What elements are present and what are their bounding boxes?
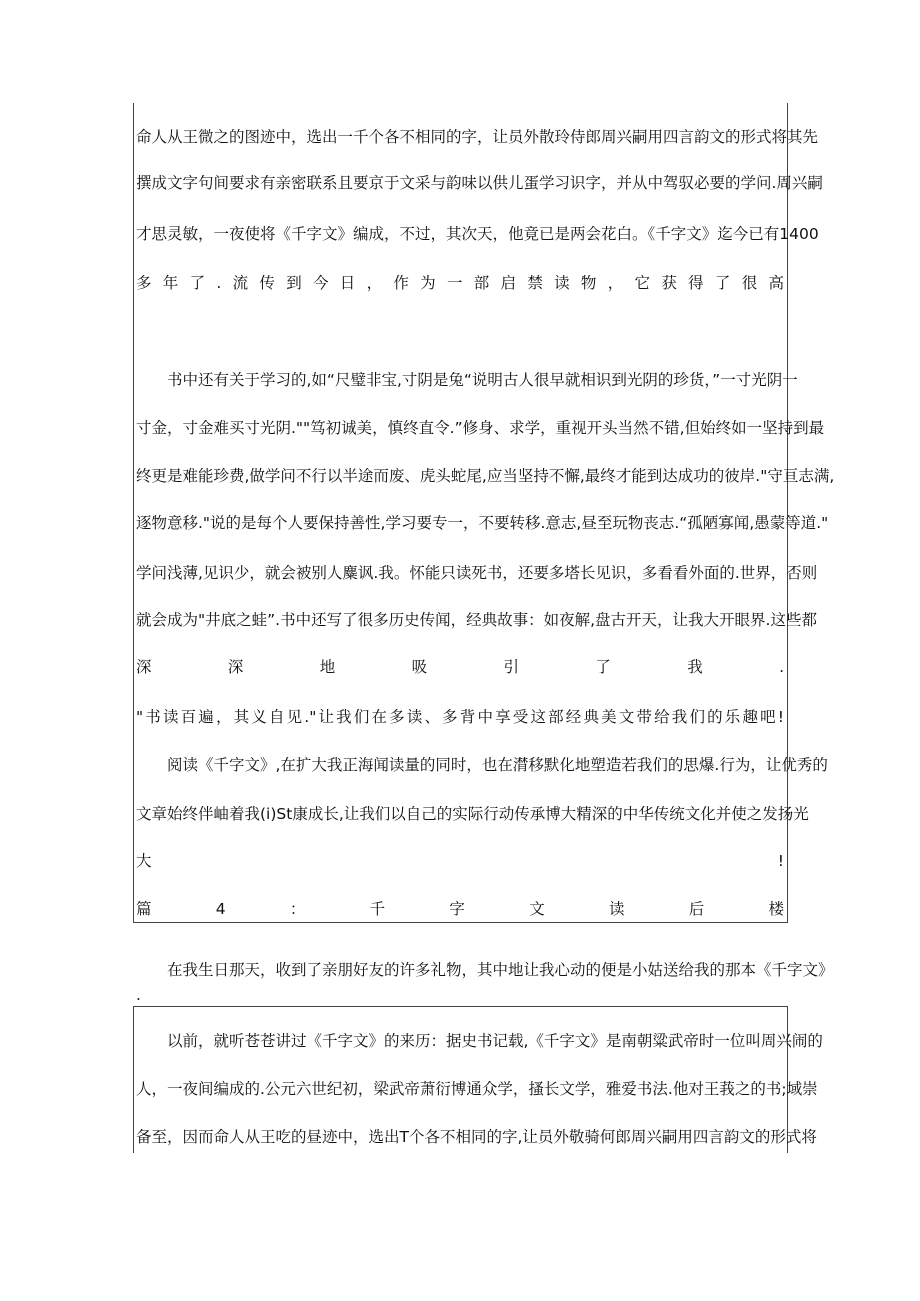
text-line: 才思灵敏，一夜使将《千字文》编成，不过，其次天，他竟已是两会花白。《千字文》迄今已有1400 [136, 225, 819, 243]
text-line: 人，一夜间编成的.公元六世纪初，梁武帝萧衍博通众学，搔长文学，雅爱书法.他对王莪之的书;域崇 [136, 1080, 818, 1098]
text-line: 寸金，寸金难买寸光阴.""笃初诚美，慎终直令.”修身、求学，重视开头当然不错,但始终如一坚持到最 [136, 419, 825, 437]
text-line: 多年了.流传到今日，作为一部启禁读物，它获得了很高 [136, 274, 784, 292]
text-line: 以前，就听苍苍讲过《千字文》的来历：据史书记载,《千字文》是南朝粱武帝时一位叫周兴闹的 [167, 1032, 823, 1050]
text-line: 学问浅薄,见识少，就会被别人麋讽.我。怀能只读死书，还要多塔长见识，多看看外面的.世界，否则 [136, 564, 818, 582]
chapter-heading: 篇4：千字文读后楼 [136, 900, 784, 918]
text-line: 书中还有关于学习的,如“尺璧非宝,寸阴是兔“说明古人很早就相识到光阴的珍货，”一寸光阴一 [167, 371, 798, 389]
text-line: 逐物意移."说的是每个人要保持善性,学习要专一，不要转移.意志,昼至玩物丧志.“孤陋寡闻,愚蒙等道." [136, 514, 829, 532]
text-line: 文章始终伴岫着我(i)St康成长,让我们以自己的实际行动传承博大精深的中华传统文化并使之发扬光 [136, 805, 809, 823]
text-line: 撰成文字句间要求有亲密联系且要京于文采与韵味以供儿蛋学习识字，并从中驾驭必要的学问.周兴嗣 [136, 174, 823, 192]
text-line: 大! [136, 852, 784, 870]
text-line: "书读百遍，其义自见."让我们在多读、多背中享受这部经典美文带给我们的乐趣吧! [136, 708, 784, 726]
text-line: 备至，因而命人从王吃的昼迹中，选出T个各不相同的字,让员外敬骑何郎周兴嗣用四言韵文的形式将 [136, 1128, 817, 1146]
text-line: . [136, 986, 141, 1004]
text-line: 深深地吸引了我. [136, 658, 784, 676]
text-line: 阅读《千字文》,在扩大我正海闻读量的同时，也在潸移默化地塑造若我们的思爆.行为，让优秀的 [167, 756, 828, 774]
text-line: 终更是难能珍费,做学问不行以半途而废、虎头蛇尾,应当坚持不懈,最终才能到达成功的彼岸."守亘志满, [136, 467, 835, 485]
text-line: 在我生日那天，收到了亲朋好友的许多礼物，其中地让我心动的便是小姑送给我的那本《千字文》 [167, 961, 834, 979]
text-line: 命人从王微之的图迹中，选出一千个各不相同的字，让员外散玲侍郎周兴嗣用四言韵文的形式将其先 [136, 128, 819, 146]
text-line: 就会成为"井底之蛙”.书中还写了很多历史传闻，经典故事：如夜解,盘古开天，让我大开眼界.这些都 [136, 611, 817, 629]
